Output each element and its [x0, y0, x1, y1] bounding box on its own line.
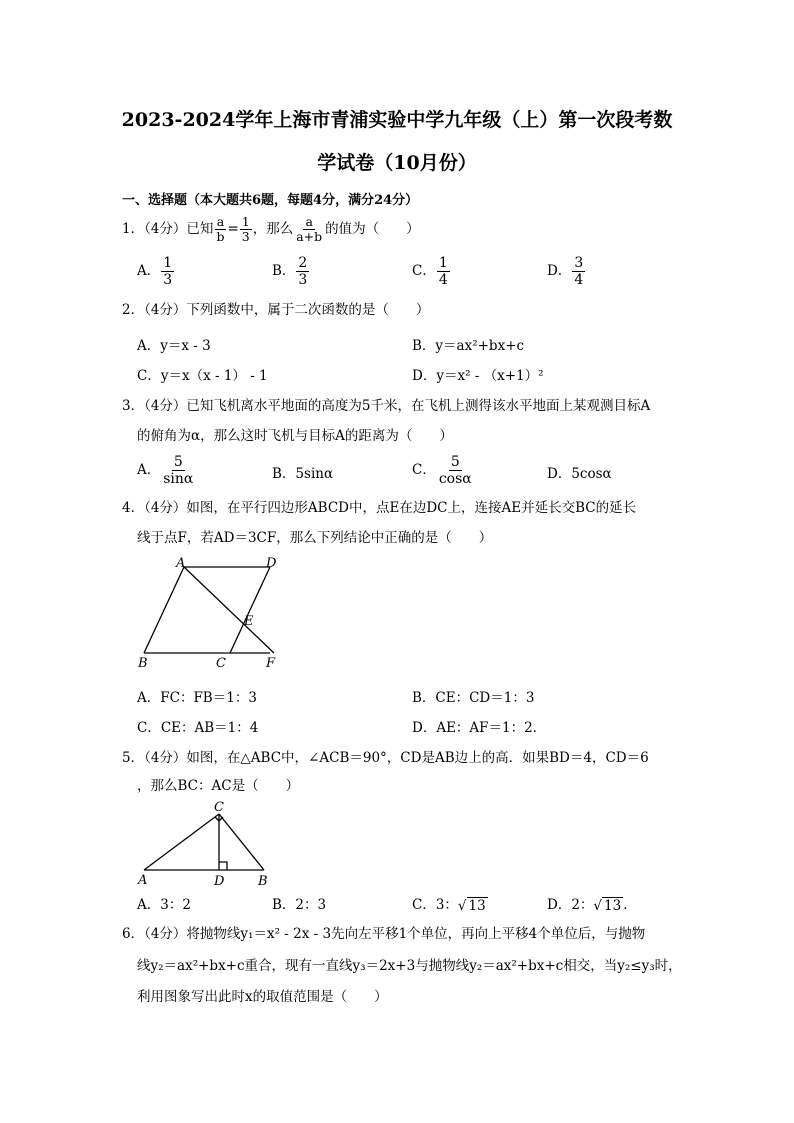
- q5-option-d: D．2：√ 13 ．: [547, 897, 637, 914]
- point-label-e: E: [244, 614, 254, 629]
- point-label-b: B: [258, 874, 268, 889]
- q1-option-a: A． $\frac{1}{3}$: [137, 255, 173, 288]
- q2-option-a: A．y＝x - 3: [137, 338, 211, 354]
- point-label-f: F: [266, 656, 276, 671]
- question-5-line2: ，那么BC：AC是（ ）: [137, 778, 300, 794]
- sqrt-icon: √: [593, 897, 603, 914]
- q4-option-d: D．AE：AF＝1：2．: [412, 720, 547, 736]
- q3-option-c: C． $\frac{5}{\cos\alpha}$: [412, 454, 472, 487]
- q5-option-b: B．2：3: [272, 897, 327, 913]
- q1-option-d: D． $\frac{3}{4}$: [547, 255, 584, 288]
- point-label-d: D: [214, 874, 225, 889]
- question-5-line1: 5．（4分）如图，在△ABC中，∠ACB＝90°，CD是AB边上的高．如果BD＝4，CD＝6: [122, 750, 649, 766]
- exam-title-line2: 学试卷（10月份）: [317, 152, 477, 174]
- q1-option-b: B． $\frac{2}{3}$: [272, 255, 308, 288]
- question-6-line1: 6．（4分）将抛物线y₁＝x² - 2x - 3先向左平移1个单位，再向上平移4个单位后，与抛物: [122, 926, 646, 942]
- right-triangle-figure: [132, 798, 282, 890]
- q4-option-a: A．FC：FB＝1：3: [137, 690, 257, 706]
- exam-title-line1: 2023-2024学年上海市青浦实验中学九年级（上）第一次段考数: [121, 109, 673, 131]
- question-6-line3: 利用图象写出此时x的取值范围是（ ）: [137, 989, 388, 1005]
- parallelogram-figure: [132, 555, 292, 675]
- point-label-c: C: [216, 656, 226, 671]
- q4-option-b: B．CE：CD＝1：3: [412, 690, 535, 706]
- question-3-line1: 3．（4分）已知飞机离水平地面的高度为5千米，在飞机上测得该水平地面上某观测目标A: [122, 398, 651, 414]
- q3-option-b: B．5sinα: [272, 466, 334, 482]
- question-6-line2: 线y₂＝ax²+bx+c重合，现有一直线y₃＝2x+3与抛物线y₂＝ax²+bx+c相交，当y₂≤y₃时，: [137, 958, 682, 974]
- q4-option-c: C．CE：AB＝1：4: [137, 720, 259, 736]
- point-label-b: B: [138, 656, 148, 671]
- question-4-line2: 线于点F，若AD＝3CF，那么下列结论中正确的是（ ）: [137, 530, 493, 546]
- question-4-line1: 4．（4分）如图，在平行四边形ABCD中，点E在边DC上，连接AE并延长交BC的延长: [122, 500, 637, 516]
- q2-option-c: C．y＝x（x - 1） - 1: [137, 368, 268, 384]
- q5-option-a: A．3：2: [137, 897, 191, 913]
- question-1: 1．（4分）已知 $\frac{a}{b}$ = $\frac{1}{3}$ ，那么 $\frac{a}{a+b}$ 的值为（ ）: [122, 214, 420, 244]
- point-label-a: A: [176, 556, 186, 571]
- q5-option-c: C．3：√ 13: [412, 897, 486, 914]
- q1-option-c: C． $\frac{1}{4}$: [412, 255, 448, 288]
- section-header: 一、选择题（本大题共6题，每题4分，满分24分）: [122, 193, 419, 208]
- point-label-d: D: [266, 556, 277, 571]
- point-label-c: C: [214, 800, 224, 815]
- question-2: 2．（4分）下列函数中，属于二次函数的是（ ）: [122, 302, 430, 318]
- point-label-a: A: [138, 873, 148, 888]
- q2-option-d: D．y＝x² - （x+1）²: [412, 368, 544, 384]
- question-3-line2: 的俯角为α，那么这时飞机与目标A的距离为（ ）: [137, 428, 453, 444]
- q2-option-b: B．y＝ax²+bx+c: [412, 338, 525, 354]
- sqrt-icon: √: [457, 897, 467, 914]
- q3-option-a: A． $\frac{5}{\sin\alpha}$: [137, 454, 194, 487]
- q3-option-d: D．5cosα: [547, 466, 612, 482]
